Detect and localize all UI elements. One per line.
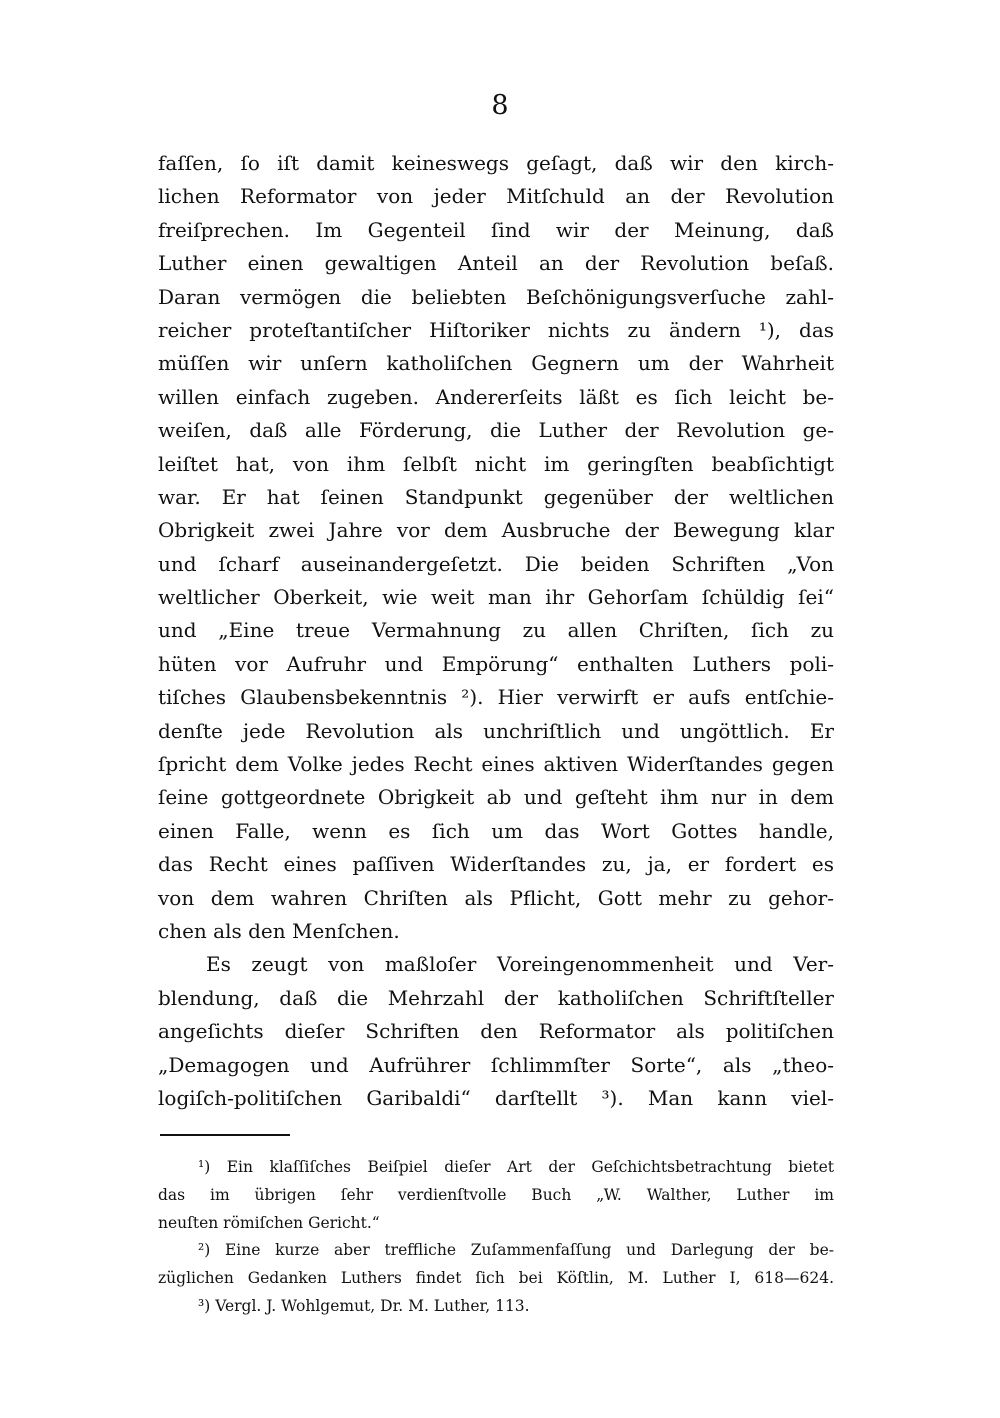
text-line: und ſcharf auseinandergeſetzt. Die beiden Schriften „Von [158, 551, 834, 576]
paragraph-start-line: Es zeugt von maßloſer Voreingenommenheit und Ver- [206, 952, 834, 977]
footnote-divider [160, 1134, 290, 1136]
text-line: von dem wahren Chriſten als Pflicht, Gott mehr zu gehor- [158, 885, 834, 910]
text-line: Daran vermögen die beliebten Beſchönigungsverſuche zahl- [158, 284, 834, 309]
footnote-line: ¹) Ein klaſſiſches Beiſpiel dieſer Art der Geſchichtsbetrachtung bietet [198, 1158, 834, 1176]
text-line: ſeine gottgeordnete Obrigkeit ab und geſteht ihm nur in dem [158, 785, 834, 810]
text-line: „Demagogen und Aufrührer ſchlimmſter Sorte“, als „theo- [158, 1052, 834, 1077]
text-line: faſſen, ſo iſt damit keineswegs geſagt, daß wir den kirch- [158, 151, 834, 175]
text-line: leiſtet hat, von ihm ſelbſt nicht im geringſten beabſichtigt [158, 451, 834, 476]
footnote-line: züglichen Gedanken Luthers findet ſich bei Köſtlin, M. Luther I, 618—624. [158, 1269, 834, 1288]
text-line: ſpricht dem Volke jedes Recht eines aktiven Widerſtandes gegen [158, 752, 834, 777]
text-line: reicher proteſtantiſcher Hiſtoriker nichts zu ändern ¹), das [158, 317, 834, 342]
text-line: angeſichts dieſer Schriften den Reformator als politiſchen [158, 1019, 834, 1044]
footnotes [158, 1154, 834, 1321]
text-line: Obrigkeit zwei Jahre vor dem Ausbruche der Bewegung klar [158, 518, 834, 543]
text-line: willen einfach zugeben. Andererſeits läßt es ſich leicht be- [158, 384, 834, 409]
text-line: einen Falle, wenn es ſich um das Wort Gottes handle, [158, 818, 834, 843]
text-line: tiſches Glaubensbekenntnis ²). Hier verwirft er aufs entſchie- [158, 685, 834, 710]
footnote-line: das im übrigen ſehr verdienſtvolle Buch „W. Walther, Luther im [158, 1185, 834, 1204]
text-line: und „Eine treue Vermahnung zu allen Chriſten, ſich zu [158, 618, 834, 643]
text-line: chen als den Menſchen. [158, 918, 400, 943]
footnote-line: ²) Eine kurze aber treffliche Zuſammenfaſſung und Darlegung der be- [198, 1241, 834, 1260]
text-line: freiſprechen. Im Gegenteil ſind wir der Meinung, daß [158, 217, 834, 242]
text-line: das Recht eines paſſiven Widerſtandes zu, ja, er fordert es [158, 852, 834, 877]
body-text [158, 147, 834, 1115]
footnote-line: neuſten römiſchen Gericht.“ [158, 1213, 380, 1232]
text-line: hüten vor Aufruhr und Empörung“ enthalten Luthers poli- [158, 651, 834, 676]
text-line: blendung, daß die Mehrzahl der katholiſchen Schriftſteller [158, 985, 834, 1010]
text-line: weiſen, daß alle Förderung, die Luther der Revolution ge- [158, 418, 834, 443]
text-line: müſſen wir unſern katholiſchen Gegnern um der Wahrheit [158, 351, 834, 376]
footnote-line: ³) Vergl. J. Wohlgemut, Dr. M. Luther, 113. [198, 1296, 530, 1315]
text-line: war. Er hat ſeinen Standpunkt gegenüber der weltlichen [158, 484, 834, 509]
text-line: Luther einen gewaltigen Anteil an der Revolution beſaß. [158, 251, 834, 276]
text-line: lichen Reformator von jeder Mitſchuld an der Revolution [158, 184, 834, 209]
text-line: weltlicher Oberkeit, wie weit man ihr Gehorſam ſchüldig ſei“ [158, 585, 834, 610]
text-line: logiſch-politiſchen Garibaldi“ darſtellt ³). Man kann viel- [158, 1085, 834, 1110]
text-line: denſte jede Revolution als unchriſtlich und ungöttlich. Er [158, 718, 834, 743]
page-number: 8 [491, 90, 509, 121]
